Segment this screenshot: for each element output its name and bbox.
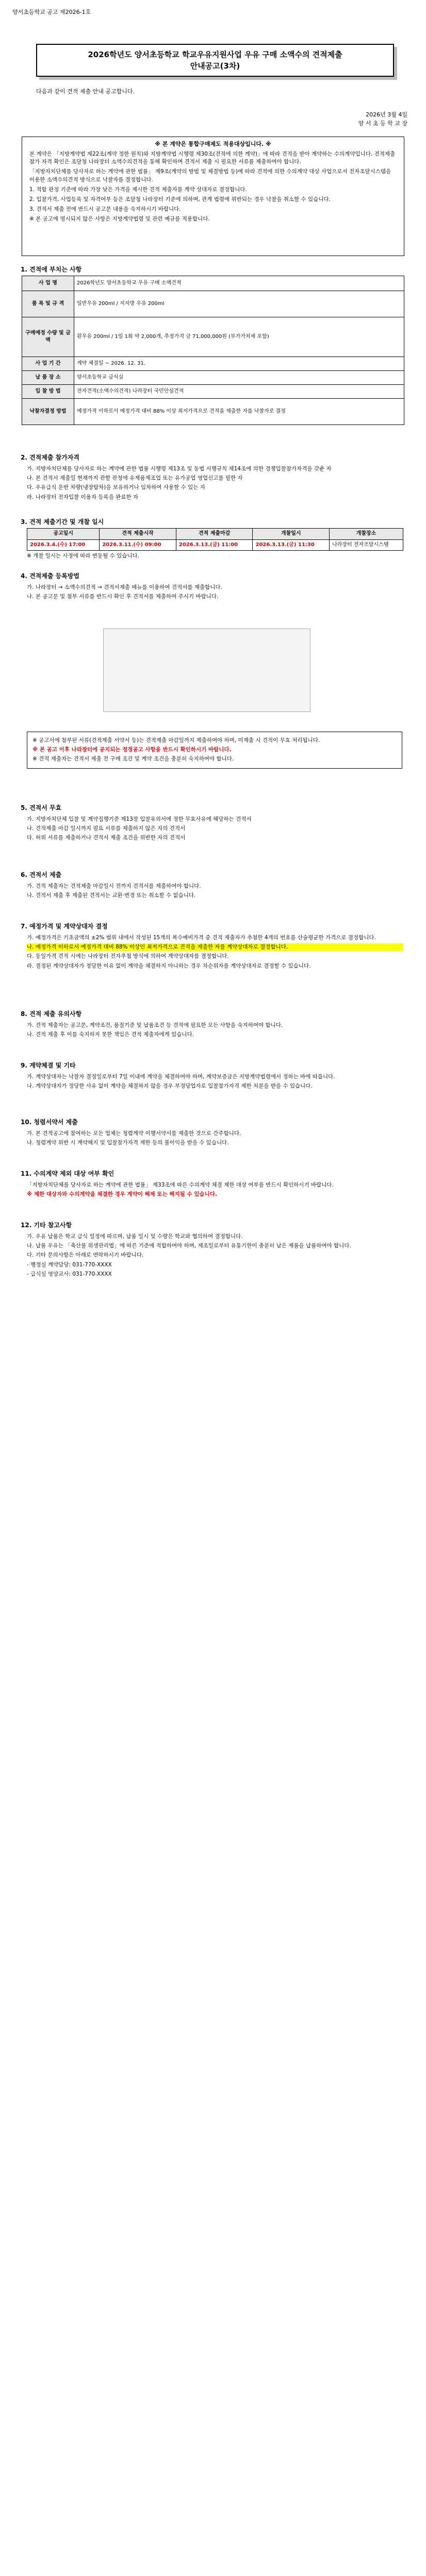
table-cell: 2026학년도 양서초등학교 우유 구매 소액견적 bbox=[74, 276, 404, 291]
notice-box-caption: ※ 본 계약은 통합구매제도 적용대상입니다. ※ bbox=[155, 141, 271, 147]
table-cell: 2026.3.11.(수) 09:00 bbox=[100, 539, 176, 551]
list-item: 가. 나라장터 → 소액수의견적 → 견적서제출 메뉴를 이용하여 견적서를 제출합니다. bbox=[27, 584, 222, 590]
table-header: 공고일시 bbox=[27, 529, 100, 540]
notice-number: 양서초등학교 공고 제2026-1호 bbox=[12, 9, 91, 15]
table-header: 사 업 기 간 bbox=[22, 357, 74, 371]
section-body bbox=[27, 1231, 403, 1280]
list-item: 나. 본 공고문 및 첨부 서류를 반드시 확인 후 견적서를 제출하여 주시기 바랍니다. bbox=[27, 594, 219, 600]
section-body bbox=[27, 1180, 403, 1200]
list-item: 나. 견적서 제출 후 제출된 견적서는 교환·변경 또는 취소할 수 없습니다. bbox=[27, 892, 196, 899]
list-item: 가. 견적 제출자는 견적제출 마감일시 전까지 견적서를 제출하여야 합니다. bbox=[27, 883, 201, 889]
section-body bbox=[27, 814, 403, 844]
list-item: - 급식실 영양교사: 031-770-XXXX bbox=[27, 1270, 112, 1277]
notice-title-box bbox=[36, 44, 394, 77]
list-item: 나. 예정가격 이하로서 예정가격 대비 88% 이상인 최저가격으로 견적을 제출한 자를 계약상대자로 결정합니다. bbox=[27, 943, 403, 951]
section-body bbox=[27, 1020, 403, 1040]
list-item: 나. 본 견적서 제출일 현재까지 관할 관청에 유제품제조업 또는 유가공업 영업신고를 필한 자 bbox=[27, 475, 243, 482]
table-header: 견적 제출마감 bbox=[176, 529, 253, 540]
list-item: 다. 우유급식 운반 차량(냉장탑차)을 보유하거나 임차하여 사용할 수 있는 자 bbox=[27, 484, 205, 491]
section-body bbox=[27, 464, 403, 503]
notice-subtitle: 안내공고(3차) bbox=[190, 61, 240, 71]
list-item: ※ 제한 대상자와 수의계약을 체결한 경우 계약이 해제 또는 해지될 수 있습니다. bbox=[27, 1191, 217, 1198]
list-item: 가. 본 견적공고에 참여하는 모든 업체는 청렴계약 이행서약서를 제출한 것으로 간주합니다. bbox=[27, 1130, 241, 1137]
notice-box bbox=[22, 137, 404, 256]
notice-paragraph: 「지방자치단체를 당사자로 하는 계약에 관한 법률」 제9조(계약의 방법 및 체결방법 등)에 따라 견적에 의한 수의계약 대상 사업으로서 전자조달시스템을 이용한 소액수의견적 방식으로 낙찰자를 결정합니다. bbox=[29, 168, 391, 183]
notice-paragraph: 2. 입찰가격, 사업등록 및 자격여부 등은 조달청 나라장터 기준에 의하며, 관계 법령에 위반되는 경우 낙찰을 취소할 수 있습니다. bbox=[29, 196, 331, 203]
section-title: 12. 기타 참고사항 bbox=[21, 1222, 72, 1229]
table-header: 입 찰 방 법 bbox=[22, 385, 74, 399]
list-item: 라. 나라장터 전자입찰 이용자 등록을 완료한 자 bbox=[27, 494, 139, 500]
table-row bbox=[22, 399, 404, 425]
section-title: 8. 견적 제출 유의사항 bbox=[21, 1010, 82, 1018]
table-header: 낙찰자결정 방법 bbox=[22, 399, 74, 425]
table-row bbox=[27, 529, 403, 540]
list-item: 가. 우유 납품은 학교 급식 일정에 따르며, 납품 일시 및 수량은 학교와 협의하여 결정합니다. bbox=[27, 1233, 243, 1240]
list-item: 가. 예정가격은 기초금액의 ±2% 범위 내에서 작성된 15개의 복수예비가격 중 견적 제출자가 추첨한 4개의 번호를 산술평균한 가격으로 결정합니다. bbox=[27, 935, 376, 941]
section-body bbox=[27, 1128, 403, 1148]
notice-date: 2026년 3월 4일 bbox=[366, 111, 407, 118]
issuing-org: 양 서 초 등 학 교 장 bbox=[358, 120, 407, 127]
list-item: 나. 납품 우유는 「축산물 위생관리법」에 따른 기준에 적합하여야 하며, 제조일로부터 유통기한이 충분히 남은 제품을 납품하여야 합니다. bbox=[27, 1243, 351, 1249]
table-cell: 2026.3.13.(금) 11:30 bbox=[253, 539, 330, 551]
notice-paragraph: 3. 견적서 제출 전에 반드시 공고문 내용을 숙지하시기 바랍니다. bbox=[29, 206, 181, 213]
table-header: 품 목 및 규 격 bbox=[22, 291, 74, 317]
notice-paragraph: ※ 본 공고에 명시되지 않은 사항은 지방계약법령 및 관련 예규를 적용합니다. bbox=[29, 216, 210, 223]
list-item: 가. 지방자치단체 입찰 및 계약집행기준 제13장 입찰유의서에 정한 무효사유에 해당하는 견적서 bbox=[27, 816, 252, 822]
section-title: 11. 수의계약 제외 대상 여부 확인 bbox=[21, 1170, 114, 1177]
list-item: 다. 기타 문의사항은 아래로 연락하시기 바랍니다. bbox=[27, 1252, 144, 1259]
list-item: 나. 견적제출 마감 일시까지 필요 서류를 제출하지 않은 자의 견적서 bbox=[27, 825, 186, 832]
table-row bbox=[22, 385, 404, 399]
section-title: 2. 견적제출 참가자격 bbox=[21, 454, 80, 461]
section-body bbox=[27, 582, 403, 602]
table-cell: 흰우유 200ml / 1일 1회 약 2,000개, 추정가격 금 71,000,000원 (부가가치세 포함) bbox=[74, 317, 404, 357]
list-item: 가. 지방자치단체를 당사자로 하는 계약에 관한 법률 시행령 제13조 및 동법 시행규칙 제14조에 의한 경쟁입찰참가자격을 갖춘 자 bbox=[27, 466, 332, 472]
notice-paragraph: 1. 적합 판정 기준에 따라 가장 낮은 가격을 제시한 견적 제출자를 계약 상대자로 결정합니다. bbox=[29, 186, 247, 193]
table-cell: 2026.3.13.(금) 11:00 bbox=[176, 539, 253, 551]
section-title: 5. 견적서 무효 bbox=[21, 804, 62, 811]
table-row bbox=[22, 276, 404, 291]
intro-text: 다음과 같이 견적 제출 안내 공고합니다. bbox=[36, 88, 135, 95]
table-row bbox=[22, 317, 404, 357]
table-cell: 계약 체결일 ~ 2026. 12. 31. bbox=[74, 357, 404, 371]
warning-box bbox=[27, 732, 402, 769]
warning-line: ※ 견적 제출자는 견적서 제출 전 구매 조건 및 계약 조건을 충분히 숙지하여야 합니다. bbox=[32, 756, 234, 762]
table-cell: 나라장터 전자조달시스템 bbox=[330, 539, 403, 551]
table-row bbox=[22, 357, 404, 371]
table-row bbox=[22, 291, 404, 317]
schedule-note: ※ 개찰 일시는 사정에 따라 변동될 수 있습니다. bbox=[27, 553, 140, 559]
notice-paragraph: 본 계약은 「지방계약법 제22조(계약 정한 원칙)와 지방계약법 시행령 제30조(견적에 의한 계약)」에 따라 견적을 받아 계약하는 수의계약입니다. 견적제출 참가 자격 확인은 조달청 나라장터 소액수의견적을 통해 확인하며 견적서 제출 시 필요한 서류를 제출하여야 합니다. bbox=[29, 150, 396, 165]
section-title: 10. 청렴서약서 제출 bbox=[21, 1118, 78, 1126]
list-item: 라. 결정된 계약상대자가 정당한 이유 없이 계약을 체결하지 아니하는 경우 차순위자를 계약상대자로 결정할 수 있습니다. bbox=[27, 962, 311, 969]
bid-info-table bbox=[22, 276, 404, 425]
warning-line: ※ 공고서에 첨부된 서류(견적제출 서약서 등)는 견적제출 마감일까지 제출하여야 하며, 미제출 시 견적이 무효 처리됩니다. bbox=[32, 737, 320, 743]
list-item: 가. 계약상대자는 낙찰자 결정일로부터 7일 이내에 계약을 체결하여야 하며, 계약보증금은 지방계약법령에서 정하는 바에 따릅니다. bbox=[27, 1074, 335, 1080]
section-title: 3. 견적 제출기간 및 개찰 일시 bbox=[21, 518, 104, 526]
table-cell: 예정가격 이하로서 예정가격 대비 88% 이상 최저가격으로 견적을 제출한 자를 낙찰자로 결정 bbox=[74, 399, 404, 425]
table-header: 견적 제출시작 bbox=[100, 529, 176, 540]
section-body bbox=[27, 933, 403, 972]
table-row bbox=[27, 539, 403, 551]
schedule-table bbox=[27, 528, 403, 551]
list-item: 나. 견적 제출 후 이를 숙지하지 못한 책임은 견적 제출자에게 있습니다. bbox=[27, 1031, 194, 1038]
table-row bbox=[22, 371, 404, 385]
list-item: 가. 견적 제출자는 공고문, 계약조건, 품질기준 및 납품조건 등 견적에 필요한 모든 사항을 숙지하여야 합니다. bbox=[27, 1022, 283, 1028]
warning-line: ※ 본 공고 이후 나라장터에 공지되는 정정공고 사항을 반드시 확인하시기 바랍니다. bbox=[32, 747, 232, 753]
list-item: 다. 허위 서류를 제출하거나 견적서 제출 조건을 위반한 자의 견적서 bbox=[27, 835, 186, 841]
table-cell: 2026.3.4.(수) 17:00 bbox=[27, 539, 100, 551]
list-item: 「지방자치단체를 당사자로 하는 계약에 관한 법률」 제33조에 따른 수의계약 체결 제한 대상 여부를 반드시 확인하시기 바랍니다. bbox=[27, 1182, 334, 1188]
notice-title: 2026학년도 양서초등학교 학교우유지원사업 우유 구매 소액수의 견적제출 bbox=[88, 50, 342, 59]
list-item: 다. 동일가격 견적 시에는 나라장터 전자추첨 방식에 의하여 계약상대자를 결정합니다. bbox=[27, 953, 229, 960]
section-title: 4. 견적제출 등록방법 bbox=[21, 572, 80, 580]
table-cell: 양서초등학교 급식실 bbox=[74, 371, 404, 385]
list-item: - 행정실 계약담당: 031-770-XXXX bbox=[27, 1261, 112, 1268]
section-body bbox=[27, 1072, 403, 1092]
list-item: 나. 계약상대자가 정당한 사유 없이 계약을 체결하지 않을 경우 부정당업자로 입찰참가자격 제한 처분을 받을 수 있습니다. bbox=[27, 1083, 313, 1090]
section-title: 9. 계약체결 및 기타 bbox=[21, 1062, 76, 1069]
table-header: 납 품 장 소 bbox=[22, 371, 74, 385]
table-header: 개찰장소 bbox=[330, 529, 403, 540]
table-header: 사 업 명 bbox=[22, 276, 74, 291]
table-header: 구매예정 수량 및 금 액 bbox=[22, 317, 74, 357]
screenshot-image bbox=[103, 629, 310, 712]
table-cell: 전자견적(소액수의견적) 나라장터 국민안심견적 bbox=[74, 385, 404, 399]
list-item: 나. 청렴계약 위반 시 계약해지 및 입찰참가자격 제한 등의 불이익을 받을 수 있습니다. bbox=[27, 1140, 229, 1146]
section-title: 6. 견적서 제출 bbox=[21, 871, 62, 878]
table-header: 개찰일시 bbox=[253, 529, 330, 540]
section-body bbox=[27, 881, 403, 901]
table-cell: 일반우유 200ml / 저지방 우유 200ml bbox=[74, 291, 404, 317]
section-title: 7. 예정가격 및 계약상대자 결정 bbox=[21, 923, 108, 930]
section-title: 1. 견적에 부치는 사항 bbox=[21, 266, 82, 273]
